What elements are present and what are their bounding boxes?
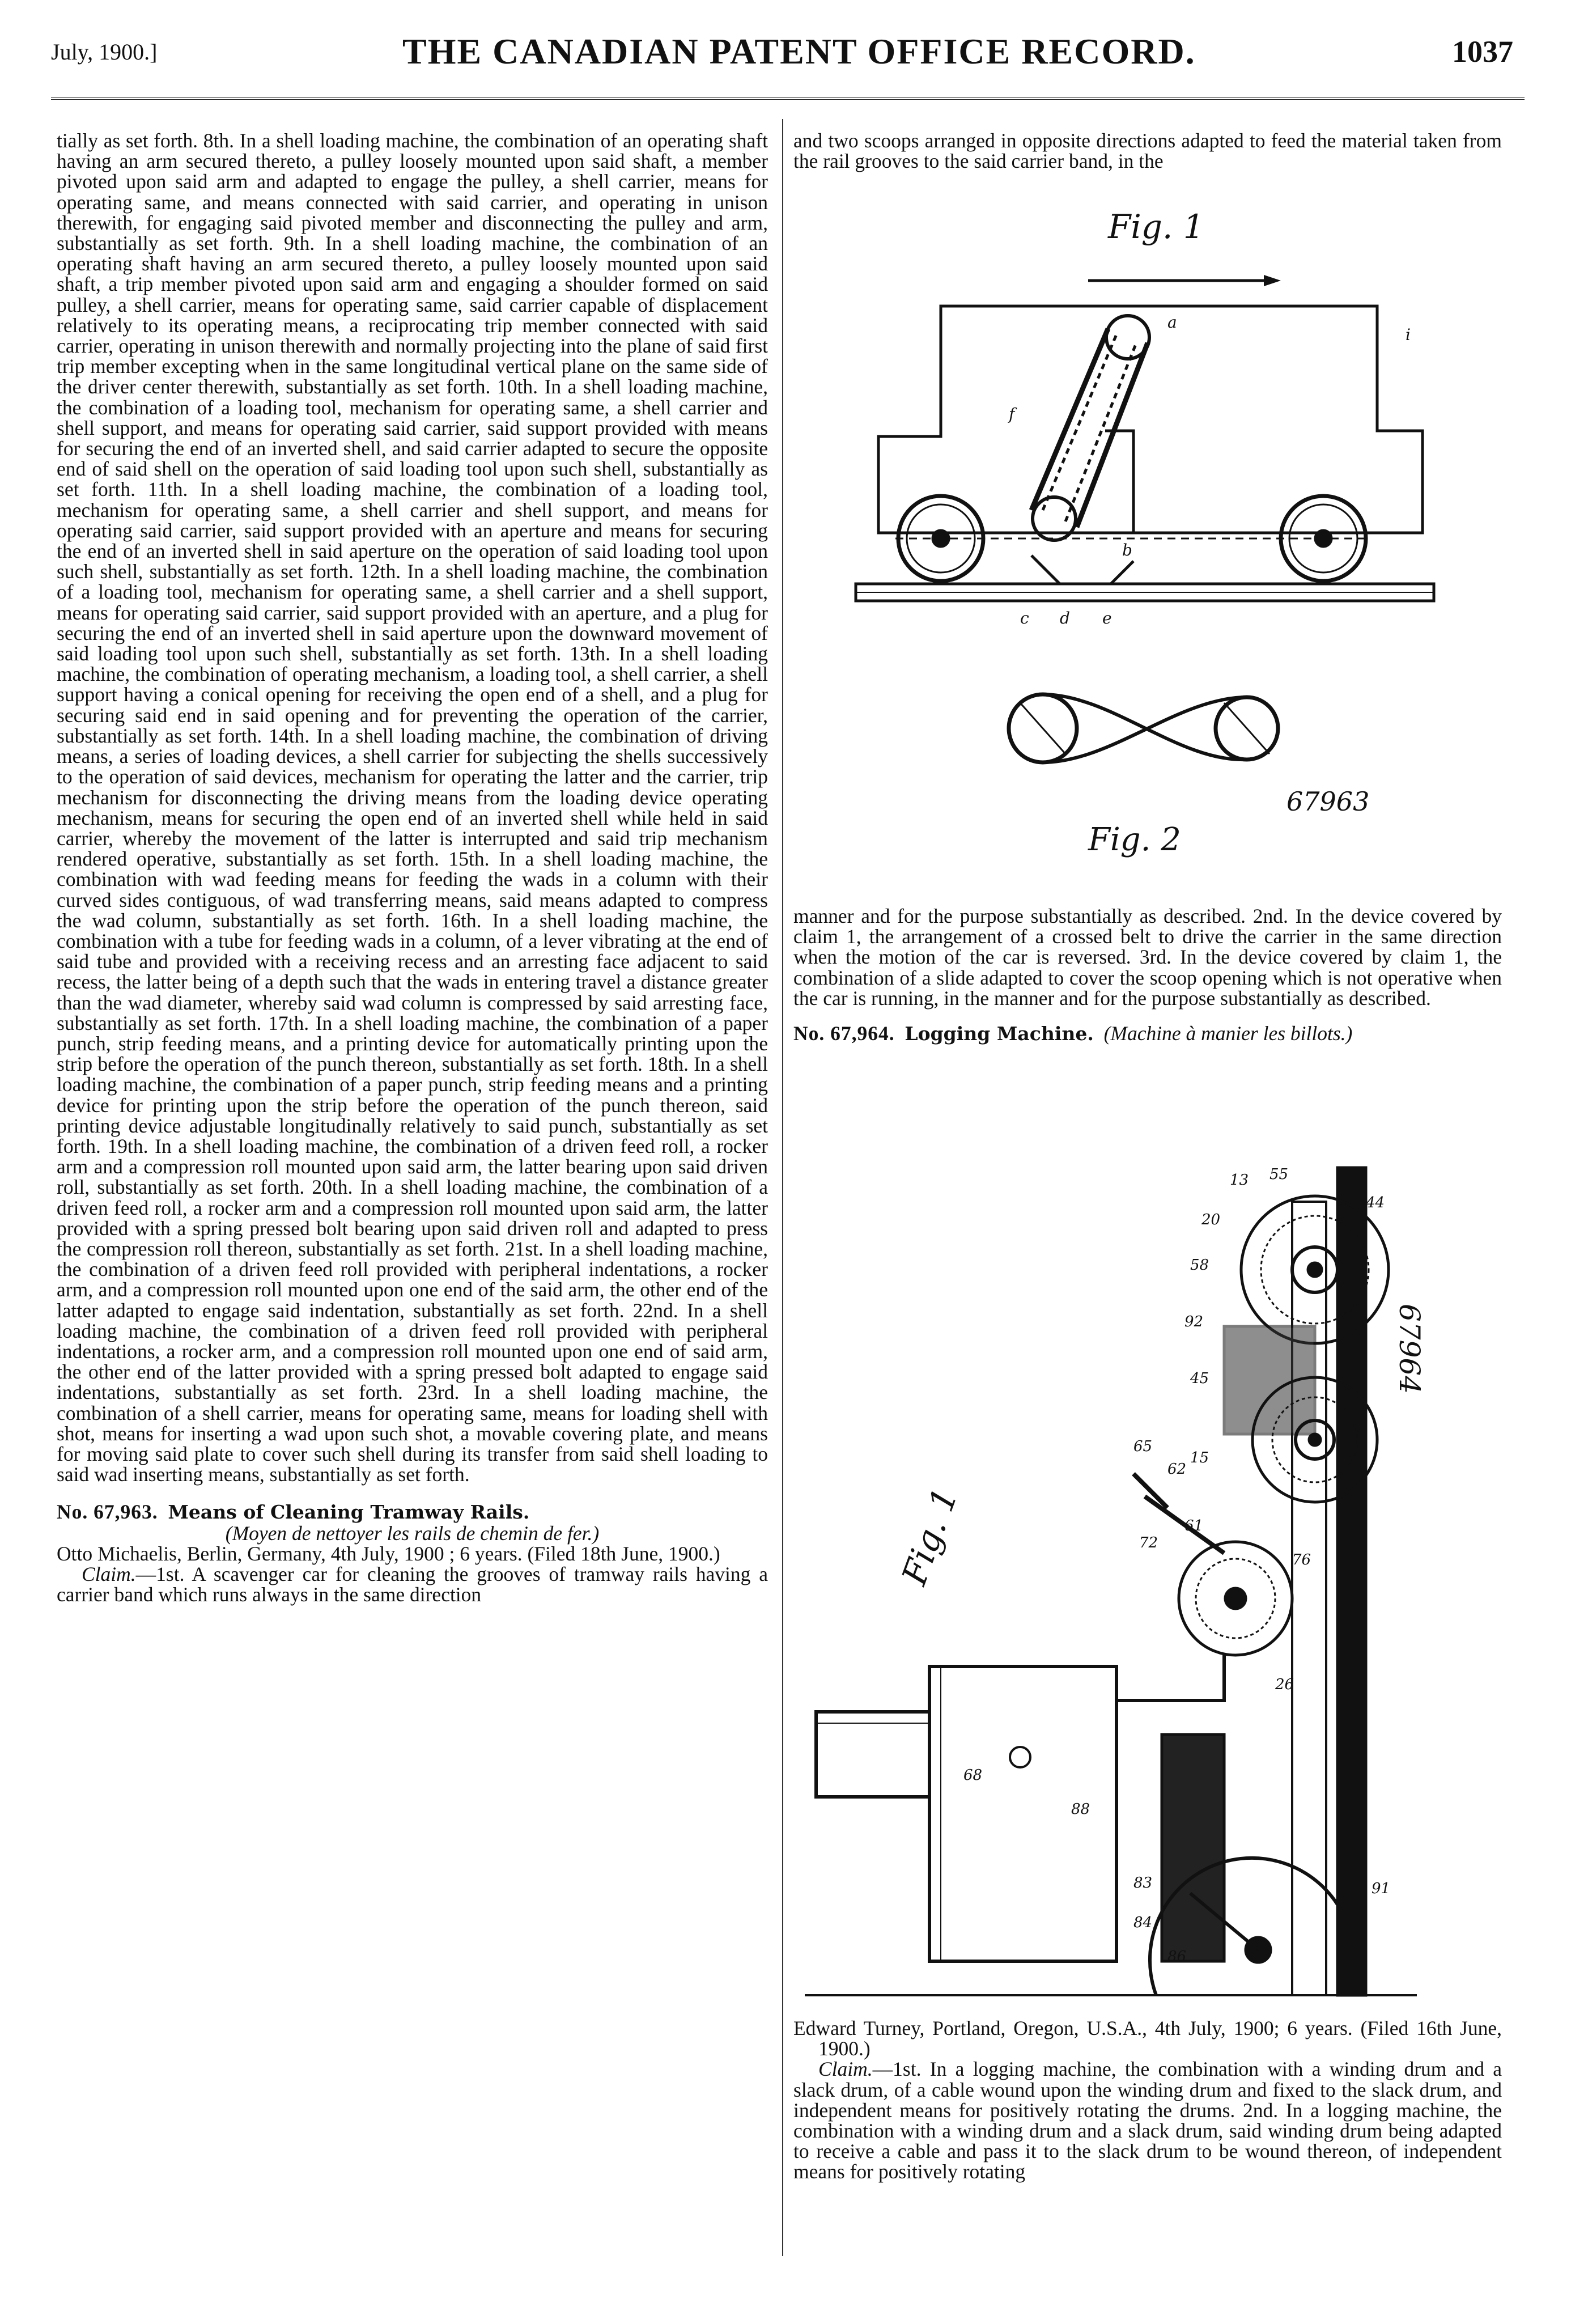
patent-title: Logging Machine. — [905, 1023, 1094, 1045]
carrier-band — [1031, 316, 1149, 540]
header-rule — [51, 97, 1525, 100]
left-column — [57, 130, 768, 1605]
patent-french-title: (Moyen de nettoyer les rails de chemin de fer.) — [225, 1521, 600, 1545]
right-column-middle — [793, 906, 1502, 1044]
claims-continuation: tially as set forth. 8th. In a shell loading machine, the combination of an operating shaft having an arm secured thereto, a pulley loosely mounted upon said shaft, a member pivoted upon said arm and adapted to engage the pulley, a shell carrier, means for operating same, and means connected with said carrier, and operating in unison therewith, for engaging said pivoted member and disconnecting the pulley and arm, substantially as set forth. 9th. In a shell loading machine, the combination of an operating shaft having an arm secured thereto, a pulley loosely mounted upon said shaft, a trip member pivoted upon said arm and engaging a shoulder formed on said pulley, a shell carrier, means for operating same, said carrier capable of displacement relatively to its operating means, a reciprocating trip member connected with said carrier, operating in unison therewith and normally projecting into the plane of said first trip member excepting when in the same longitudinal vertical plane on the same side of the driver center therewith, substantially as set forth. 10th. In a shell loading machine, the combination of a loading tool, mechanism for operating same, a shell carrier and shell support, and means for operating said carrier, said support provided with means for securing the end of an inverted shell, and said carrier adapted to secure the opposite end of said shell on the operation of said loading tool upon such shell, substantially as set forth. 11th. In a shell loading machine, the combination of a loading tool, mechanism for operating same, a shell carrier and shell support, and means for operating said carrier, said support provided with an aperture and means for securing the end of an inverted shell in said aperture on the operation of said loading tool upon such shell, substantially as set forth. 12th. In a shell loading machine, the combination of a loading tool, mechanism for operating same, a shell carrier and a shell support, means for operating said carrier, said support provided with an aperture, and a plug for securing the end of an inverted shell in said aperture upon the downward movement of said loading tool upon such shell, substantially as set forth. 13th. In a shell loading machine, the combination of operating mechanism, a loading tool, a shell carrier, a shell support having a conical opening for receiving the open end of a shell, and a plug for securing said end in said opening and for preventing the operation of the carrier, substantially as set forth. 14th. In a shell loading machine, the combination of driving means, a series of loading devices, a shell carrier for subjecting the shells successively to the operation of said devices, mechanism for operating the latter and the carrier, trip mechanism for disconnecting the driving means from the loading device operating mechanism, means for securing the open end of an inverted shell while held in said carrier, whereby the movement of the latter is interrupted and said trip mechanism rendered operative, substantially as set forth. 15th. In a shell loading machine, the combination with wad feeding means for feeding the wads in a column with their curved sides contiguous, of wad transferring means, said means adapted to compress the wad column, substantially as set forth. 16th. In a shell loading machine, the combination with a tube for feeding wads in a column, of a lever vibrating at the end of said tube and provided with a receiving recess and an arresting face adjacent to said recess, the latter being of a depth such that the wads in entering travel a distance greater than the wad diameter, whereby said wad column is compressed by said arresting face, substantially as set forth. 17th. In a shell loading machine, the combination of a paper punch, strip feeding means, and a printing device for automatically printing upon the strip before the operation of the punch thereon, substantially as set forth. 18th. In a shell loading machine, the combination of a paper punch, strip feeding means and a printing device for printing upon the strip before the operation of the punch thereon, said printing device adjustable longitudinally relatively to said punch, substantially as set forth. 19th. In a shell loading machine, the combination of a driven feed roll, a rocker arm and a compression roll mounted upon said arm, the latter bearing upon said driven roll, substantially as set forth. 20th. In a shell loading machine, the combination of a driven feed roll, a rocker arm and a compression roll mounted upon said arm, the latter provided with a spring pressed bolt bearing upon said driven roll and adapted to press the compression roll thereon, substantially as set forth. 21st. In a shell loading machine, the combination of a driven feed roll provided with peripheral indentations, a rocker arm, and a compression roll mounted upon one end of the said arm, the other end of the latter adapted to engage said indentation, substantially as set forth. 22nd. In a shell loading machine, the combination of a driven feed roll provided with peripheral indentations, a rocker arm, and a compression roll mounted upon one end of said arm, the other end of the latter provided with a spring pressed bolt adapted to engage said indentations, substantially as set forth. 23rd. In a shell loading machine, the combination of a shell carrier, means for operating same, means for loading shell with shot, means for inserting a wad upon such shot, a movable covering plate, and means for moving said plate to cover such shell during its transfer from said shell loading to said wad inserting means, substantially as set forth. — [57, 129, 768, 1486]
part-label: 58 — [1190, 1257, 1209, 1274]
patent-french-title: (Machine à manier les billots.) — [1103, 1022, 1353, 1045]
part-label: 84 — [1133, 1914, 1153, 1931]
tramway-cleaner-figure — [793, 193, 1502, 890]
arrow-head — [1264, 275, 1281, 286]
column-divider — [782, 119, 783, 2256]
machine-frame — [1338, 1168, 1366, 1995]
right-column-bottom — [793, 2018, 1502, 2182]
patent-claim-start — [57, 1564, 768, 1605]
part-label: 26 — [1275, 1676, 1294, 1693]
header-page-number: 1037 — [1452, 35, 1513, 69]
part-label: 13 — [1230, 1172, 1249, 1189]
part-label: 68 — [963, 1767, 983, 1784]
part-label: 20 — [1201, 1211, 1221, 1228]
claim-continuation-top: and two scoops arranged in opposite directions adapted to feed the material taken from the rail grooves to the said carrier band, in the — [793, 129, 1502, 173]
logging-machine-figure — [793, 1156, 1502, 2007]
part-label: 88 — [1071, 1801, 1090, 1818]
claim-continuation-bottom: manner and for the purpose substantially as described. 2nd. In the device covered by claim 1, the arrangement of a crossed belt to drive the carrier in the same direction when the motion of the car is reversed. 3rd. In the device covered by claim 1, the combination of a slide adapted to cover the scoop opening which is not operative when the car is running, in the manner and for the purpose substantially as described. — [793, 905, 1502, 1010]
part-label: 83 — [1133, 1875, 1153, 1892]
fig-label: Fig. 1 — [894, 1483, 966, 1591]
part-label: c — [1020, 609, 1029, 627]
header-date: July, 1900.] — [51, 39, 158, 65]
part-label: 61 — [1184, 1517, 1204, 1534]
header-title: THE CANADIAN PATENT OFFICE RECORD. — [402, 31, 1196, 71]
claim-text: —1st. A scavenger car for cleaning the grooves of tramway rails having a carrier band which runs always in the same direction — [57, 1563, 768, 1606]
claim-label: Claim. — [818, 2058, 873, 2081]
part-label: d — [1060, 609, 1070, 627]
patent-67963-heading — [57, 1502, 768, 1523]
part-label: 62 — [1167, 1461, 1187, 1478]
part-label: 72 — [1139, 1534, 1158, 1551]
part-label: b — [1122, 541, 1132, 559]
part-label: 15 — [1190, 1449, 1209, 1466]
crossed-belt-figure — [1009, 694, 1278, 762]
handwritten-patent-number: 67964 — [1393, 1304, 1426, 1394]
handwritten-patent-number: 67963 — [1286, 786, 1370, 817]
part-label: 55 — [1269, 1166, 1289, 1183]
part-label: a — [1167, 313, 1177, 332]
patent-inventor: Edward Turney, Portland, Oregon, U.S.A., 4th July, 1900; 6 years. (Filed 16th June, 1900.) — [793, 2017, 1502, 2060]
drive-gear — [1179, 1542, 1292, 1655]
fig2-label: Fig. 2 — [1088, 821, 1181, 858]
part-label: 76 — [1292, 1551, 1311, 1568]
part-label: 44 — [1366, 1194, 1385, 1211]
right-column-top — [793, 130, 1502, 171]
patent-67964-heading — [793, 1023, 1502, 1044]
page-header — [51, 28, 1525, 74]
part-label: 45 — [1190, 1370, 1209, 1387]
part-label: 91 — [1372, 1880, 1391, 1897]
engine-column — [1162, 1734, 1224, 1961]
claim-text: —1st. In a logging machine, the combination with a winding drum and a slack drum, of a cable wound upon the winding drum and fixed to the slack drum, and independent means for positively rotating the drums. 2nd. In a logging machine, the combination with a winding drum and a slack drum, said winding drum being adapted to receive a cable and pass it to the slack drum to be wound thereon, of independent means for positively rotating — [793, 2058, 1502, 2183]
steam-pipe — [1116, 1655, 1224, 1700]
part-label: 92 — [1184, 1313, 1204, 1330]
claim-label: Claim. — [82, 1563, 136, 1586]
part-label: 65 — [1133, 1438, 1153, 1455]
patent-number: No. 67,963. — [57, 1500, 158, 1524]
patent-number: No. 67,964. — [793, 1022, 895, 1045]
patent-inventor: Otto Michaelis, Berlin, Germany, 4th July, 1900 ; 6 years. (Filed 18th June, 1900.) — [57, 1542, 720, 1565]
part-label: 86 — [1167, 1948, 1187, 1965]
part-label: f — [1009, 405, 1015, 423]
part-label: e — [1102, 609, 1112, 627]
part-label: i — [1406, 325, 1411, 344]
patent-claim — [793, 2059, 1502, 2182]
fig1-label: Fig. 1 — [1108, 207, 1204, 246]
patent-title: Means of Cleaning Tramway Rails. — [168, 1501, 530, 1524]
scoops — [1031, 555, 1133, 584]
